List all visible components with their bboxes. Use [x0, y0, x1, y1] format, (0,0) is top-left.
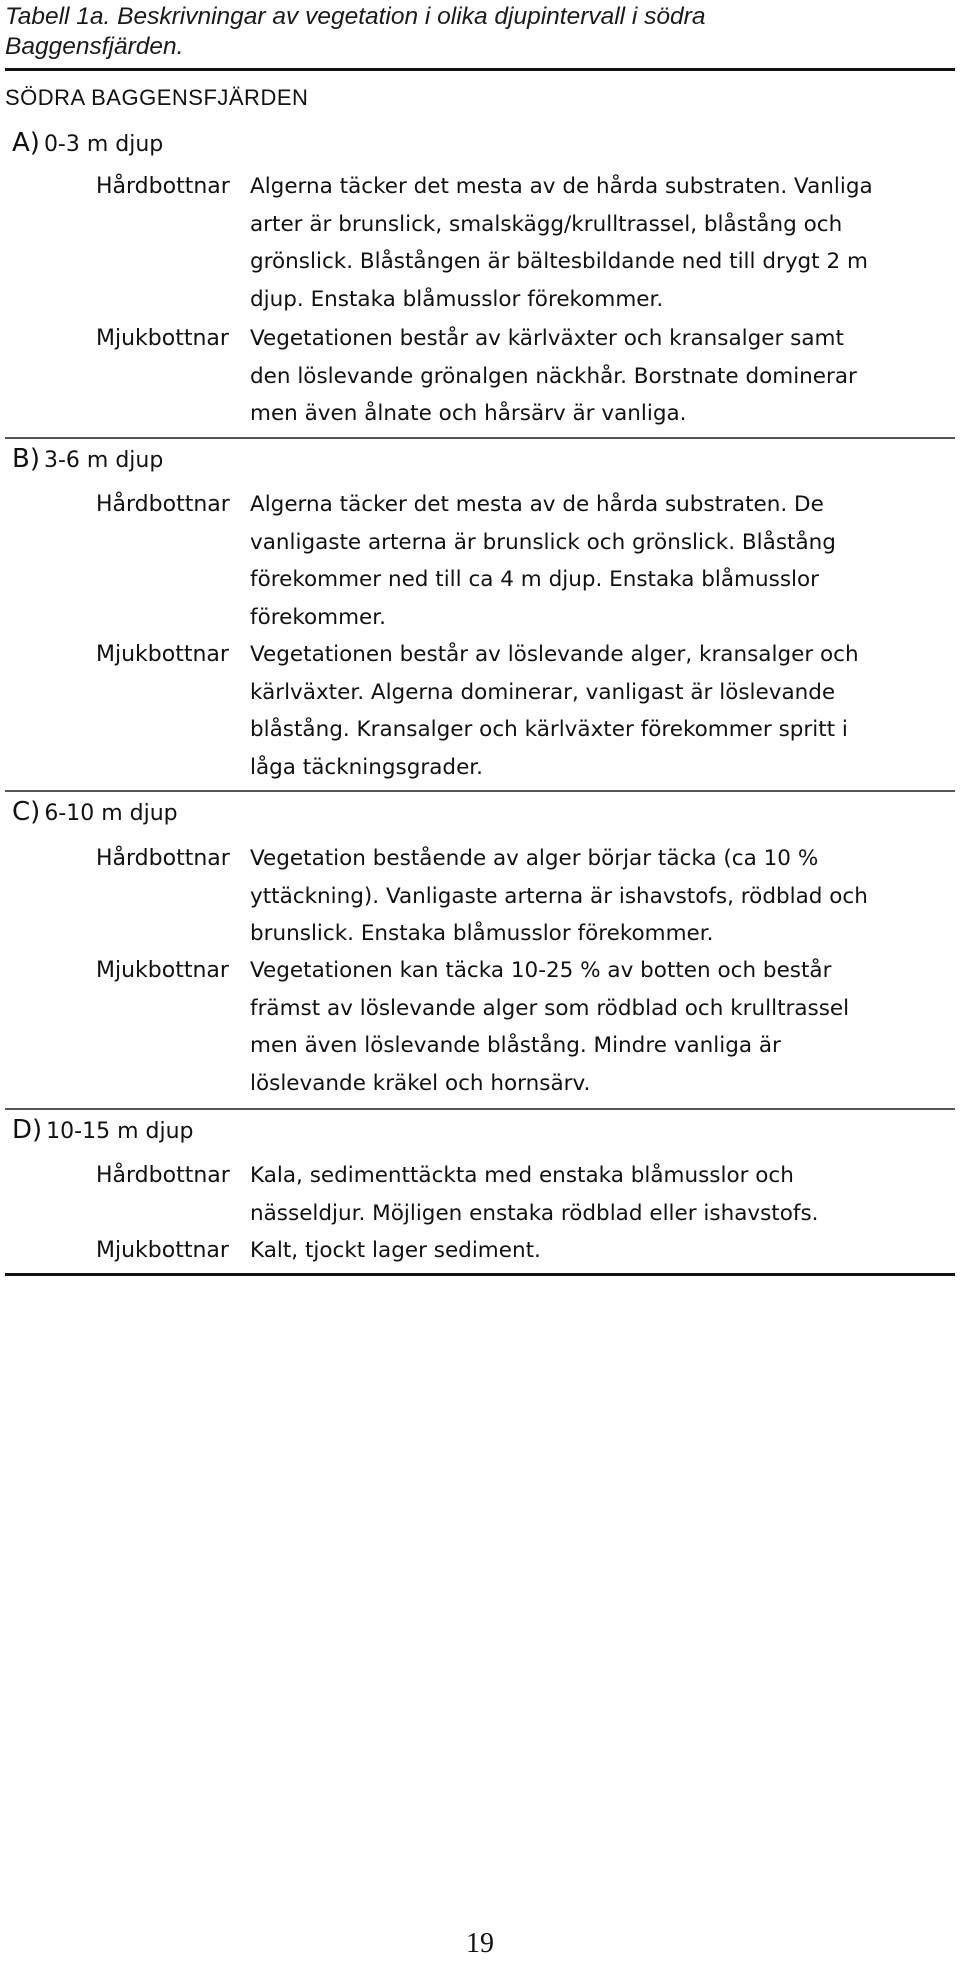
section-depth: 3-6 m djup [43, 448, 164, 473]
caption-line: Baggensfjärden. [5, 33, 184, 60]
bottom-type-label: Hårdbottnar [96, 846, 230, 871]
text-line: men även ålnate och hårsärv är vanliga. [250, 401, 687, 426]
text-line: förekommer ned till ca 4 m djup. Enstaka blåmusslor [250, 567, 819, 592]
bottom-rule [5, 1273, 955, 1276]
bottom-type-label: Hårdbottnar [96, 492, 230, 517]
description-text [250, 320, 940, 433]
text-line: Vegetation bestående av alger börjar täcka (ca 10 % [250, 846, 819, 871]
description-text [250, 840, 940, 953]
text-line: Vegetationen kan täcka 10-25 % av botten och består [250, 958, 832, 983]
text-line: djup. Enstaka blåmusslor förekommer. [250, 286, 664, 312]
description-text [250, 1232, 940, 1270]
text-line: Kala, sedimenttäckta med enstaka blåmusslor och [250, 1163, 794, 1188]
section-letter: C) [12, 797, 41, 827]
section-divider [5, 437, 955, 439]
bottom-type-label: Hårdbottnar [96, 1163, 230, 1188]
bottom-type-label: Hårdbottnar [96, 174, 230, 199]
text-line: grönslick. Blåstången är bältesbildande ned till drygt 2 m [250, 249, 868, 274]
text-line: Kalt, tjockt lager sediment. [250, 1238, 541, 1263]
description-text [250, 952, 940, 1102]
description-text [250, 1157, 940, 1232]
section-depth: 6-10 m djup [44, 801, 178, 826]
text-line: kärlväxter. Algerna dominerar, vanligast är löslevande [250, 679, 836, 705]
bottom-type-label: Mjukbottnar [96, 958, 229, 983]
text-line: brunslick. Enstaka blåmusslor förekommer. [250, 921, 714, 946]
text-line: Algerna täcker det mesta av de hårda substraten. De [250, 492, 824, 517]
section-divider [5, 790, 955, 792]
description-text [250, 486, 940, 636]
text-line: men även löslevande blåstång. Mindre vanliga är [250, 1033, 781, 1058]
text-line: främst av löslevande alger som rödblad och krulltrassel [250, 995, 850, 1021]
bottom-type-label: Mjukbottnar [96, 326, 229, 351]
text-line: arter är brunslick, smalskägg/krulltrassel, blåstång och [250, 211, 843, 237]
text-line: löslevande kräkel och hornsärv. [250, 1070, 591, 1096]
section-letter: A) [12, 128, 40, 158]
section-b-heading [12, 444, 163, 474]
text-line: förekommer. [250, 604, 386, 630]
section-depth: 10-15 m djup [46, 1119, 194, 1144]
text-line: yttäckning). Vanligaste arterna är ishavstofs, rödblad och [250, 883, 868, 909]
section-letter: D) [12, 1115, 43, 1145]
bottom-type-label: Mjukbottnar [96, 642, 229, 667]
description-text [250, 636, 940, 786]
text-line: vanligaste arterna är brunslick och grönslick. Blåstång [250, 529, 836, 555]
text-line: nässeldjur. Möjligen enstaka rödblad eller ishavstofs. [250, 1200, 819, 1226]
section-depth: 0-3 m djup [43, 132, 164, 157]
section-c-heading [12, 797, 178, 827]
description-text [250, 168, 940, 318]
text-line: Vegetationen består av löslevande alger, kransalger och [250, 642, 859, 667]
section-a-heading [12, 128, 163, 158]
caption-line: Tabell 1a. Beskrivningar av vegetation i olika djupintervall i södra [5, 3, 706, 30]
table-caption [5, 2, 905, 62]
region-title: SÖDRA BAGGENSFJÄRDEN [5, 85, 309, 110]
section-d-heading [12, 1115, 194, 1145]
text-line: Vegetationen består av kärlväxter och kransalger samt [250, 326, 844, 351]
text-line: låga täckningsgrader. [250, 754, 483, 780]
text-line: blåstång. Kransalger och kärlväxter förekommer spritt i [250, 717, 848, 742]
section-divider [5, 1108, 955, 1110]
text-line: den löslevande grönalgen näckhår. Borstnate dominerar [250, 363, 857, 389]
section-letter: B) [12, 444, 40, 474]
bottom-type-label: Mjukbottnar [96, 1238, 229, 1263]
text-line: Algerna täcker det mesta av de hårda substraten. Vanliga [250, 174, 873, 199]
top-rule [5, 68, 955, 71]
page-number: 19 [466, 1928, 494, 1959]
